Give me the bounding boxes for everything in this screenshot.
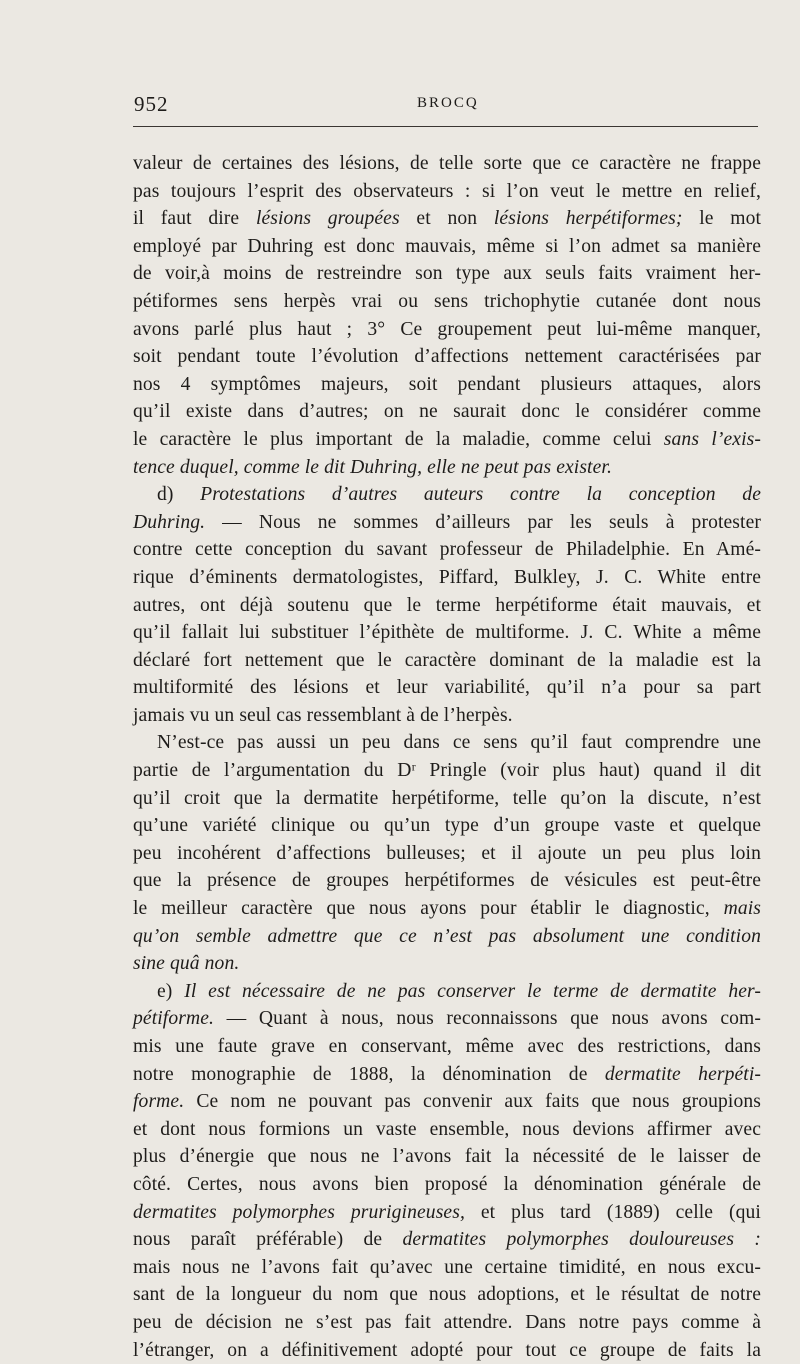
text-segment: et dont nous formions un vaste ensemble, nous devions affirmer avec — [133, 1118, 761, 1140]
text-segment: et plus tard (1889) celle (qui — [464, 1201, 761, 1223]
text-line — [133, 1171, 761, 1199]
text-segment: que la présence de groupes herpétiformes de vésicules est peut-être — [133, 870, 761, 892]
text-line — [133, 867, 761, 895]
italic-text: Il est nécessaire de ne pas conserver le terme de dermatite her- — [184, 980, 761, 1002]
italic-text: forme. — [133, 1091, 185, 1113]
text-line — [133, 150, 761, 178]
text-segment: jamais vu un seul cas ressemblant à de l’herpès. — [133, 704, 513, 726]
text-segment: qu’il existe dans d’autres; on ne saurait donc le considérer comme — [133, 401, 761, 423]
text-segment: employé par Duhring est donc mauvais, même si l’on admet sa manière — [133, 235, 761, 257]
italic-text: qu’on semble admettre que ce n’est pas absolument une condition — [133, 925, 761, 947]
text-line — [133, 233, 761, 261]
text-segment: le mot — [682, 208, 762, 230]
text-line — [133, 1061, 761, 1089]
text-segment: mis une faute grave en conservant, même avec des restrictions, dans — [133, 1036, 761, 1057]
text-line — [133, 371, 761, 399]
text-line — [133, 398, 761, 426]
text-line — [133, 1116, 761, 1144]
text-line — [133, 426, 761, 454]
text-line — [133, 812, 761, 840]
text-segment: valeur de certaines des lésions, de telle sorte que ce caractère ne frappe — [133, 153, 761, 174]
text-line — [133, 564, 761, 592]
text-line — [133, 260, 761, 288]
text-line — [133, 178, 761, 206]
text-line — [133, 785, 761, 813]
italic-text: tence duquel, comme le dit Duhring, elle ne peut pas exister. — [133, 456, 612, 478]
text-line — [133, 1337, 761, 1364]
text-segment: le caractère le plus important de la maladie, comme celui — [133, 428, 664, 450]
text-segment: autres, ont déjà soutenu que le terme herpétiforme était mauvais, et — [133, 594, 761, 616]
text-segment: soit pendant toute l’évolution d’affections nettement caractérisées par — [133, 346, 761, 368]
text-line — [133, 647, 761, 675]
text-segment: nous paraît préférable) de — [133, 1229, 403, 1251]
text-segment: et non — [399, 208, 494, 230]
page-number: 952 — [134, 92, 169, 116]
italic-text: mais — [723, 898, 761, 920]
page-header — [132, 92, 760, 122]
text-line — [133, 1088, 761, 1116]
text-line — [133, 978, 761, 1006]
text-line — [133, 205, 761, 233]
text-line — [133, 619, 761, 647]
text-segment: peu incohérent d’affections bulleuses; et il ajoute un peu plus loin — [133, 842, 761, 864]
text-line — [133, 509, 761, 537]
text-line — [133, 895, 761, 923]
text-line — [133, 950, 761, 978]
text-line — [133, 1226, 761, 1254]
header-rule — [133, 126, 758, 127]
italic-text: Duhring. — [133, 511, 206, 533]
text-segment: pétiformes sens herpès vrai ou sens trichophytie cutanée dont nous — [133, 290, 761, 312]
text-segment: de voir,à moins de restreindre son type aux seuls faits vraiment her- — [133, 263, 761, 285]
text-segment: il faut dire — [133, 208, 256, 230]
text-line — [133, 316, 761, 344]
text-line — [133, 1005, 761, 1033]
text-line — [133, 454, 761, 482]
text-segment: déclaré fort nettement que le caractère dominant de la maladie est la — [133, 649, 761, 671]
text-line — [133, 1309, 761, 1337]
italic-text: sans l’exis- — [663, 428, 761, 450]
italic-text: pétiforme. — [133, 1008, 214, 1030]
text-segment: d) — [157, 484, 201, 506]
italic-text: lésions herpétiformes; — [493, 208, 683, 230]
text-segment: contre cette conception du savant professeur de Philadelphie. En Amé- — [133, 539, 761, 561]
text-segment: N’est-ce pas aussi un peu dans ce sens qu’il faut comprendre une — [157, 732, 761, 754]
italic-text: sine quâ non. — [133, 953, 240, 975]
text-line — [133, 1199, 761, 1227]
italic-text: dermatite herpéti- — [604, 1063, 761, 1085]
text-line — [133, 288, 761, 316]
text-line — [133, 923, 761, 951]
text-line — [133, 481, 761, 509]
text-line — [133, 729, 761, 757]
text-segment: Ce nom ne pouvant pas convenir aux faits que nous groupions — [184, 1091, 761, 1113]
text-segment: rique d’éminents dermatologistes, Piffard, Bulkley, J. C. White entre — [133, 566, 761, 588]
text-segment: avons parlé plus haut ; 3° Ce groupement peut lui-même manquer, — [133, 318, 761, 340]
text-line — [133, 592, 761, 620]
text-segment: — Quant à nous, nous reconnaissons que nous avons com- — [214, 1008, 761, 1030]
text-line — [133, 1033, 761, 1061]
text-line — [133, 702, 761, 730]
text-segment: sant de la longueur du nom que nous adoptions, et le résultat de notre — [133, 1284, 761, 1306]
text-segment: l’étranger, on a définitivement adopté pour tout ce groupe de faits la — [133, 1339, 761, 1361]
text-segment: e) — [157, 980, 185, 1002]
text-segment: nos 4 symptômes majeurs, soit pendant plusieurs attaques, alors — [133, 373, 761, 395]
text-segment: qu’une variété clinique ou qu’un type d’un groupe vaste et quelque — [133, 815, 761, 837]
body-text — [133, 150, 761, 1364]
running-head: BROCQ — [417, 95, 479, 111]
text-line — [133, 536, 761, 564]
text-segment: qu’il croit que la dermatite herpétiforme, telle qu’on la discute, n’est — [133, 787, 761, 809]
italic-text: dermatites polymorphes douloureuses : — [402, 1229, 761, 1251]
text-segment: — Nous ne sommes d’ailleurs par les seuls à protester — [205, 511, 761, 533]
italic-text: lésions groupées — [255, 208, 400, 230]
text-segment: mais nous ne l’avons fait qu’avec une certaine timidité, en nous excu- — [133, 1256, 761, 1278]
text-line — [133, 1281, 761, 1309]
italic-text: dermatites polymorphes prurigineuses, — [133, 1201, 465, 1223]
text-segment: peu de décision ne s’est pas fait attendre. Dans notre pays comme à — [133, 1311, 761, 1333]
text-segment: multiformité des lésions et leur variabilité, qu’il n’a pour sa part — [133, 677, 761, 699]
text-line — [133, 1254, 761, 1282]
text-segment: qu’il fallait lui substituer l’épithète de multiforme. J. C. White a même — [133, 622, 761, 644]
text-line — [133, 1143, 761, 1171]
text-line — [133, 757, 761, 785]
italic-text: Protestations d’autres auteurs contre la conception de — [200, 484, 761, 506]
text-segment: côté. Certes, nous avons bien proposé la dénomination générale de — [133, 1173, 761, 1195]
text-segment: partie de l’argumentation du Dʳ Pringle (voir plus haut) quand il dit — [133, 760, 761, 782]
text-line — [133, 840, 761, 868]
text-segment: le meilleur caractère que nous ayons pour établir le diagnostic, — [133, 898, 724, 920]
text-segment: pas toujours l’esprit des observateurs : si l’on veut le mettre en relief, — [133, 180, 761, 202]
text-line — [133, 343, 761, 371]
text-line — [133, 674, 761, 702]
text-segment: plus d’énergie que nous ne l’avons fait la nécessité de le laisser de — [133, 1146, 761, 1168]
text-segment: notre monographie de 1888, la dénomination de — [133, 1063, 605, 1085]
